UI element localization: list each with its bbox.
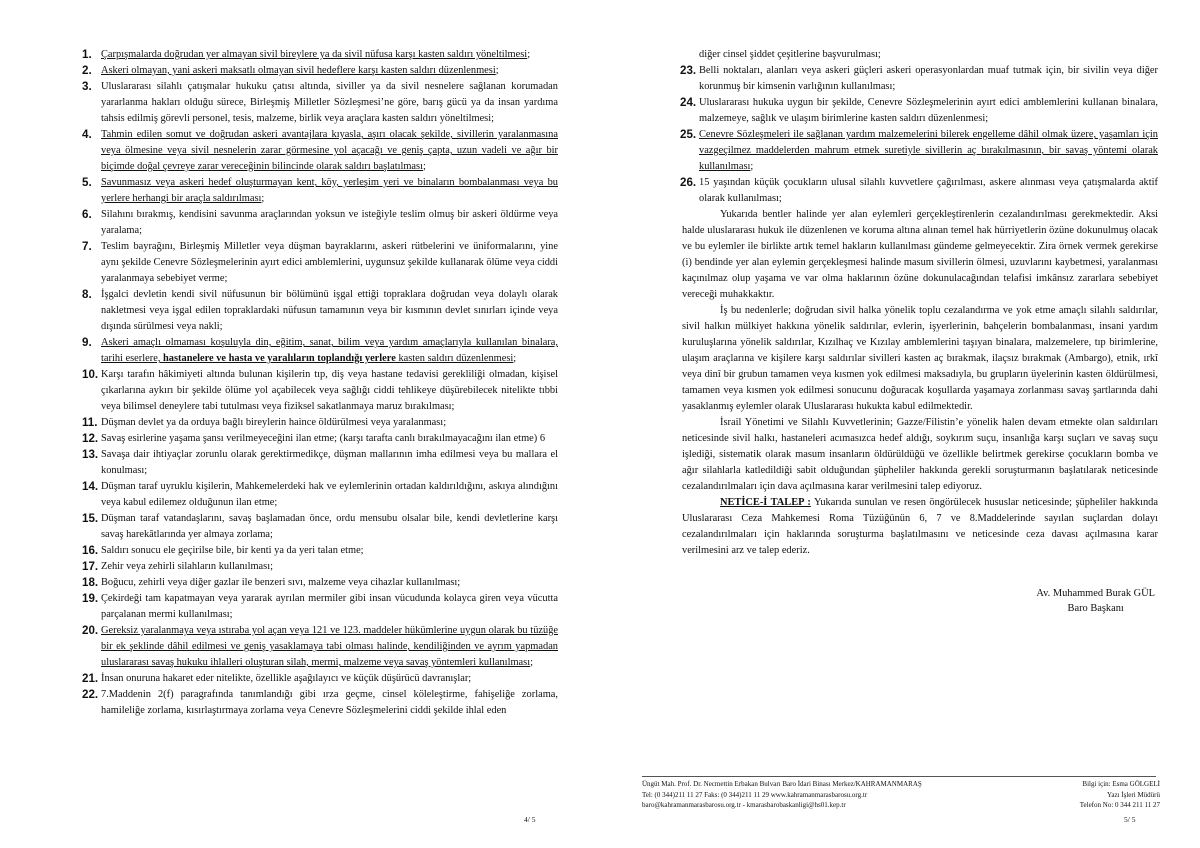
text-segment: Yukarıda sunulan ve resen öngörülecek hususlar neticesinde; şüpheliler hakkında Uluslararası Ceza Mahkemesi Roma Tüzüğünün 6, 7 ve 8.Maddelerinde sayılan suçlardan dolayı cezalandırılmaları için haklarında soruşturma başlatılmasını ve neticesinde ceza davası açılmasına karar verilmesini arz ve talep ederiz. [682, 497, 1158, 556]
text-segment: Savaş esirlerine yaşama şansı verilmeyeceğini ilan etme; (karşı tarafta canlı bırakılmayacağını ilan etme) 6 [101, 433, 546, 444]
list-item [82, 479, 558, 511]
list-item [680, 127, 1158, 175]
list-item [82, 623, 558, 671]
footer-address-line: Üngüt Mah. Prof. Dr. Necmettin Erbakan Bulvarı Baro İdari Binası Merkez/KAHRAMANMARAŞ [642, 780, 922, 788]
item-number: 16. [82, 544, 99, 557]
text-segment: Boğucu, zehirli veya diğer gazlar ile benzeri sıvı, malzeme veya cihazlar kullanılması; [101, 577, 461, 588]
item-number: 7. [82, 240, 92, 253]
right-page [600, 0, 1200, 848]
list-item [82, 367, 558, 415]
page-number: 4/ 5 [524, 815, 536, 824]
text-segment: Askeri amaçlı olmaması koşuluyla din, eğitim, sanat, bilim veya yardım amaçlarıyla kullanılan binalara, tarihi eserlere, [101, 337, 558, 364]
text-segment: İş bu nedenlerle; doğrudan sivil halka yönelik toplu cezalandırma ve yok etme amaçlı silahlı saldırılar, sivil halkın mülkiyet hakkına yönelik saldırılar, evlerin, işyerlerinin, bahçelerin bombalanması, insani yardım kuruluşlarına yönelik saldırılar, Kızılhaç ve Kızılay amblemlerini taşıyan binalara, malzemelere, tıp birimlerine, ulaşım araçlarına ve kişilere karşı saldırılar sivilleri kasten aç bırakmak, ilaçsız bırakmak (Ambargo), etnik, ırkî veya dinî bir grubun tamamen veya kısmen yok edilmesi maksadıyla, bu grupların üyelerinin kasten öldürülmesi, tamamen veya kısmen yok edilmesi sonucunu doğuracak koşullarda yaşamaya zorlanması savaş şartlarında dahi yasaklanmış eylemler olarak Uluslararası hukukta kabul edilmektedir. [682, 305, 1158, 412]
item-number: 25. [680, 128, 697, 141]
item-number: 22. [82, 688, 99, 701]
signature-block [1036, 586, 1155, 616]
text-segment: Düşman taraf uyruklu kişilerin, Mahkemelerdeki hak ve eylemlerinin ortadan kaldırıldığını, askıya alındığını veya kabul edilemez olduğunun ilan etme; [101, 481, 558, 508]
signatory-name: Av. Muhammed Burak GÜL [1036, 588, 1155, 599]
text-segment: Askeri olmayan, yani askeri maksatlı olmayan sivil hedeflere karşı kasten saldırı düzenlenmesi [101, 65, 496, 76]
body-paragraph [682, 303, 1158, 415]
body-paragraph [682, 495, 1158, 559]
item-number: 10. [82, 368, 99, 381]
page-number: 5/ 5 [1124, 815, 1136, 824]
body-paragraph [682, 415, 1158, 495]
footer-info-line: Yazı İşleri Müdürü [1107, 790, 1160, 799]
text-segment: Savunmasız veya askeri hedef oluşturmayan kent, köy, yerleşim yeri ve binaların bombalanması veya bu yerlere herhangi bir araçla saldırılması [101, 177, 558, 204]
list-item [82, 127, 558, 175]
footer-info [1015, 779, 1160, 811]
text-segment: Yukarıda bentler halinde yer alan eylemleri gerçekleştirenlerin cezalandırılması gerekmektedir. Aksi halde uluslararası hukuk ile düzenlenen ve koruma altına alınan temel hak hürriyetlerin özüne dokunulmuş olacak ve bu eylemler ile birlikte artık temel hakların kullanılması gündeme gelmeyecektir. Zira örnek vermek gerekirse (i) bendinde yer alan eylemin gerçekleşmesi halinde masum sivillerin ölmesi, uzuvlarını kaybetmesi, yaralanması kaçınılmaz olup yaşama ve var olma haklarının özüne dokunulacağından telafisi imkânsız zararlara sebebiyet vereceği muhakkaktır. [682, 209, 1158, 300]
text-segment: Uluslararası hukuka uygun bir şekilde, Cenevre Sözleşmelerinin ayırt edici amblemlerini kullanan binalara, malzemeye, sağlık ve ulaşım birimlerine kasten saldırı düzenlenmesi; [699, 97, 1158, 124]
item-number: 9. [82, 336, 92, 349]
footer-address [642, 779, 952, 811]
text-segment: ; [495, 65, 499, 76]
continuation-text: diğer cinsel şiddet çeşitlerine başvurulması; [699, 49, 881, 60]
signatory-title: Baro Başkanı [1067, 603, 1124, 614]
list-item [82, 239, 558, 287]
list-item [82, 447, 558, 479]
item-number: 4. [82, 128, 92, 141]
list-item [82, 287, 558, 335]
item-number: 23. [680, 64, 697, 77]
text-segment: İşgalci devletin kendi sivil nüfusunun bir bölümünü işgal ettiği topraklara doğrudan veya dolaylı olarak nakletmesi veya işgal edilen topraklardaki nüfusun tamamının veya bir kısmının devlet sınırları içinde veya dışında sürülmesi veya nakli; [101, 289, 558, 332]
text-segment: Düşman taraf vatandaşlarını, savaş başlamadan önce, ordu mensubu olsalar bile, kendi devletlerine karşı savaş harekâtlarında yer almaya zorlama; [101, 513, 558, 540]
text-segment: ; [261, 193, 265, 204]
list-item [680, 63, 1158, 95]
left-article-list [82, 47, 558, 719]
list-item [82, 431, 558, 447]
body-paragraphs [682, 207, 1158, 559]
item-number: 15. [82, 512, 99, 525]
item-number: 6. [82, 208, 92, 221]
text-segment: Savaşa dair ihtiyaçlar zorunlu olarak gerektirmedikçe, düşman mallarının imha edilmesi veya bu mallara el konulması; [101, 449, 558, 476]
text-segment: Karşı tarafın hâkimiyeti altında bulunan kişilerin tıp, diş veya hastane tedavisi gerekliliği olmadan, kişisel çıkarlarına aykırı bir şekilde ölüme yol açabilecek veya sağlığı ciddi tehlikeye düşürebilecek nitelikte tıbbi veya bilimsel deneylere tabi tutulması veya fiziksel sakatlanmaya maruz bırakılması; [101, 369, 558, 412]
item-number: 24. [680, 96, 697, 109]
list-item [680, 95, 1158, 127]
text-segment: NETİCE-İ TALEP : [720, 497, 811, 508]
text-segment: ; [750, 161, 754, 172]
body-paragraph [682, 207, 1158, 303]
item-number: 13. [82, 448, 99, 461]
list-item [82, 559, 558, 575]
item-number: 11. [82, 416, 98, 429]
item-number: 19. [82, 592, 99, 605]
list-item [82, 511, 558, 543]
text-segment: Teslim bayrağını, Birleşmiş Milletler veya düşman bayraklarını, askeri rütbelerini ve üniformalarını, yine aynı şekilde Cenevre Sözleşmelerinin ayırt edici amblemlerini, uygunsuz şekilde kullanarak ölüme veya ciddi yaralanmaya sebebiyet verme; [101, 241, 558, 284]
text-segment: 7.Maddenin 2(f) paragrafında tanımlandığı gibi ırza geçme, cinsel köleleştirme, fahişeliğe zorlama, hamileliğe zorlama, kısırlaştırmaya zorlama veya Cenevre Sözleşmelerini ciddi şekilde ihlal eden [101, 689, 558, 716]
text-segment: Uluslararası silahlı çatışmalar hukuku çatısı altında, siviller ya da sivil nesnelere sağlanan korumadan yararlanma hakları olduğu sürece, Birleşmiş Milletler Sözleşmesi’ne göre, barış gücü ya da insan yardıma tahsis edilmiş görevli personel, tesis, malzeme, birlik veya araçlara kasten saldırı yöneltilmesi; [101, 81, 558, 124]
text-segment: ; [527, 49, 531, 60]
list-item [82, 543, 558, 559]
footer-divider [642, 776, 1156, 777]
list-item [82, 207, 558, 239]
list-item [82, 79, 558, 127]
text-segment: ; [513, 353, 517, 364]
item-number: 1. [82, 48, 92, 61]
text-segment: 15 yaşından küçük çocukların ulusal silahlı kuvvetlere çağırılması, askere alınması veya çatışmalarda aktif olarak kullanılması; [699, 177, 1158, 204]
text-segment: İsrail Yönetimi ve Silahlı Kuvvetlerinin; Gazze/Filistin’e yönelik halen devam etmekte olan saldırıları neticesinde sivil halkı, hastaneleri acımasızca hedef aldığı, soykırım suçu, insanlığa karşı suçları ve savaş suçu işlediği, sistematik olarak masum insanların öldürüldüğü ve özellikle belirtmek gerekirse çocukların bomba ve ağır silahlarla katledildiği sabit olduğundan şüpheliler hakkında gerekli soruşturmanın başlatılarak neticesinde cezalandırılmaları için dava açılmasına karar verilmesini talep ediyoruz. [682, 417, 1158, 492]
text-segment: Cenevre Sözleşmeleri ile sağlanan yardım malzemelerini bilerek engelleme dâhil olmak üzere, yaşamları için vazgeçilmez maddelerden mahrum etmek suretiyle sivillerin aç bırakılmasının, bir savaş yöntemi olarak kullanılması [699, 129, 1158, 172]
text-segment: Silahını bırakmış, kendisini savunma araçlarından yoksun ve isteğiyle teslim olmuş bir askeri öldürme veya yaralama; [101, 209, 558, 236]
text-segment: Çarpışmalarda doğrudan yer almayan sivil bireylere ya da sivil nüfusa karşı kasten saldırı yöneltilmesi [101, 49, 528, 60]
text-segment: Tahmin edilen somut ve doğrudan askeri avantajlara kıyasla, aşırı olacak şekilde, sivillerin yaralanmasına veya ölmesine veya sivil nesnelerin zarar görmesine yol açacağı ve geniş çapta, uzun vadeli ve ağır bir biçimde doğal çevreye zarar vereceğinin bilincinde olarak saldırı başlatılması [101, 129, 558, 172]
text-segment: Belli noktaları, alanları veya askeri güçleri askeri operasyonlardan muaf tutmak için, bir sivilin veya diğer korunmuş bir kimsenin varlığının kullanılması; [699, 65, 1158, 92]
text-segment: Çekirdeği tam kapatmayan veya yararak ayrılan mermiler gibi insan vücudunda kolayca giren veya vücutta parçalanan mermi kullanılması; [101, 593, 558, 620]
text-segment: Gereksiz yaralanmaya veya ıstıraba yol açan veya 121 ve 123. maddeler hükümlerine uygun olarak bu tüzüğe bir ek şeklinde dâhil edilmesi ve geniş yasaklamaya tabi olması halinde, kendiliğinden ve ayrım yapmadan uluslararası savaş hukuku ihlalleri oluşturan silah, mermi, malzeme veya savaş yöntemleri kullanılması [101, 625, 558, 668]
footer-contact-line: Tel: (0 344)211 11 27 Faks: (0 344)211 11 29 www.kahramanmarasbarosu.org.tr [642, 790, 868, 799]
text-segment: Düşman devlet ya da orduya bağlı bireylerin haince öldürülmesi veya yaralanması; [101, 417, 447, 428]
list-item [680, 175, 1158, 207]
text-segment: İnsan onuruna hakaret eder nitelikte, özellikle aşağılayıcı ve küçük düşürücü davranışlar; [101, 673, 472, 684]
item-number: 18. [82, 576, 99, 589]
text-segment: hastanelere ve hasta ve yaralıların toplandığı yerlere [163, 353, 396, 364]
list-item [82, 47, 558, 63]
list-item [82, 591, 558, 623]
list-item [82, 335, 558, 367]
footer-info-line: Bilgi için: Esma GÖLGELİ [1082, 780, 1160, 788]
footer-info-line: Telefon No: 0 344 211 11 27 [1079, 801, 1160, 809]
text-segment: ; [530, 657, 533, 668]
text-segment: ; [422, 161, 426, 172]
list-item [82, 687, 558, 719]
text-segment: Zehir veya zehirli silahların kullanılması; [101, 561, 273, 572]
list-item [82, 415, 558, 431]
item-number: 3. [82, 80, 92, 93]
list-item [82, 575, 558, 591]
list-item [82, 63, 558, 79]
item-number: 14. [82, 480, 99, 493]
item-number: 20. [82, 624, 99, 637]
item-number: 12. [82, 432, 99, 445]
text-segment: Saldırı sonucu ele geçirilse bile, bir kenti ya da yeri talan etme; [101, 545, 364, 556]
item-number: 5. [82, 176, 92, 189]
item-number: 21. [82, 672, 99, 685]
list-item-continuation [680, 47, 1158, 63]
text-segment: kasten saldırı düzenlenmesi [395, 353, 514, 364]
list-item [82, 671, 558, 687]
item-number: 8. [82, 288, 92, 301]
item-number: 2. [82, 64, 92, 77]
footer-email-line: baro@kahramanmarasbarosu.org.tr - kmarasbarobaskanligi@hs01.kep.tr [642, 801, 846, 809]
right-article-list [680, 47, 1158, 207]
item-number: 17. [82, 560, 99, 573]
item-number: 26. [680, 176, 697, 189]
list-item [82, 175, 558, 207]
